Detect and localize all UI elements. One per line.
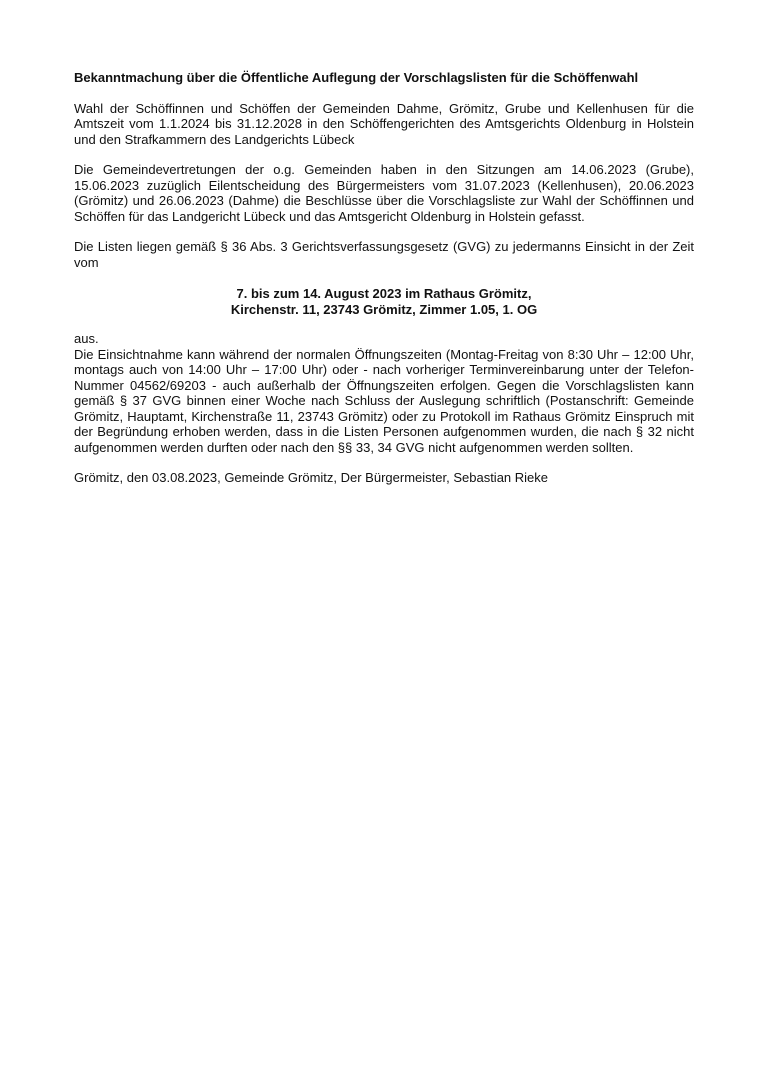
document-page (74, 70, 694, 501)
inspection-period-block (74, 286, 694, 317)
inspection-period-line-2: Kirchenstr. 11, 23743 Grömitz, Zimmer 1.05, 1. OG (230, 301, 538, 317)
aus-line: aus. (74, 331, 99, 346)
resolutions-paragraph: Die Gemeindevertretungen der o.g. Gemeinden haben in den Sitzungen am 14.06.2023 (Grube), 15.06.2023 zuzüglich Eilentscheidung des Bürgermeisters vom 31.07.2023 (Kellenhusen), 20.06.2023 (Grömitz) und 26.06.2023 (Dahme) die Beschlüsse über die Vorschlagsliste zur Wahl der Schöffinnen und Schöffen für das Landgericht Lübeck und das Amtsgericht Oldenburg in Holstein gefasst. (74, 162, 694, 224)
lists-lead-paragraph: Die Listen liegen gemäß § 36 Abs. 3 Gerichtsverfassungsgesetz (GVG) zu jedermanns Einsicht in der Zeit vom (74, 239, 694, 270)
inspection-period-line-1: 7. bis zum 14. August 2023 im Rathaus Grömitz, (236, 286, 532, 301)
intro-paragraph: Wahl der Schöffinnen und Schöffen der Gemeinden Dahme, Grömitz, Grube und Kellenhusen für die Amtszeit vom 1.1.2024 bis 31.12.2028 in den Schöffengerichten des Amtsgerichts Oldenburg in Holstein und den Strafkammern des Landgerichts Lübeck (74, 100, 694, 147)
document-title: Bekanntmachung über die Öffentliche Auflegung der Vorschlagslisten für die Schöffenwahl (74, 70, 639, 85)
signature-line: Grömitz, den 03.08.2023, Gemeinde Grömitz, Der Bürgermeister, Sebastian Rieke (74, 470, 548, 485)
details-paragraph: Die Einsichtnahme kann während der normalen Öffnungszeiten (Montag-Freitag von 8:30 Uhr – 12:00 Uhr, montags auch von 14:00 Uhr – 17:00 Uhr) oder - nach vorheriger Terminvereinbarung unter der Telefon-Nummer 04562/69203 - auch außerhalb der Öffnungszeiten erfolgen. Gegen die Vorschlagslisten kann gemäß § 37 GVG binnen einer Woche nach Schluss der Auslegung schriftlich (Postanschrift: Gemeinde Grömitz, Hauptamt, Kirchenstraße 11, 23743 Grömitz) oder zu Protokoll im Rathaus Grömitz Einspruch mit der Begründung erhoben werden, dass in die Listen Personen aufgenommen wurden, die nach § 32 nicht aufgenommen werden durften oder nach den §§ 33, 34 GVG nicht aufgenommen werden sollten. (74, 346, 694, 455)
